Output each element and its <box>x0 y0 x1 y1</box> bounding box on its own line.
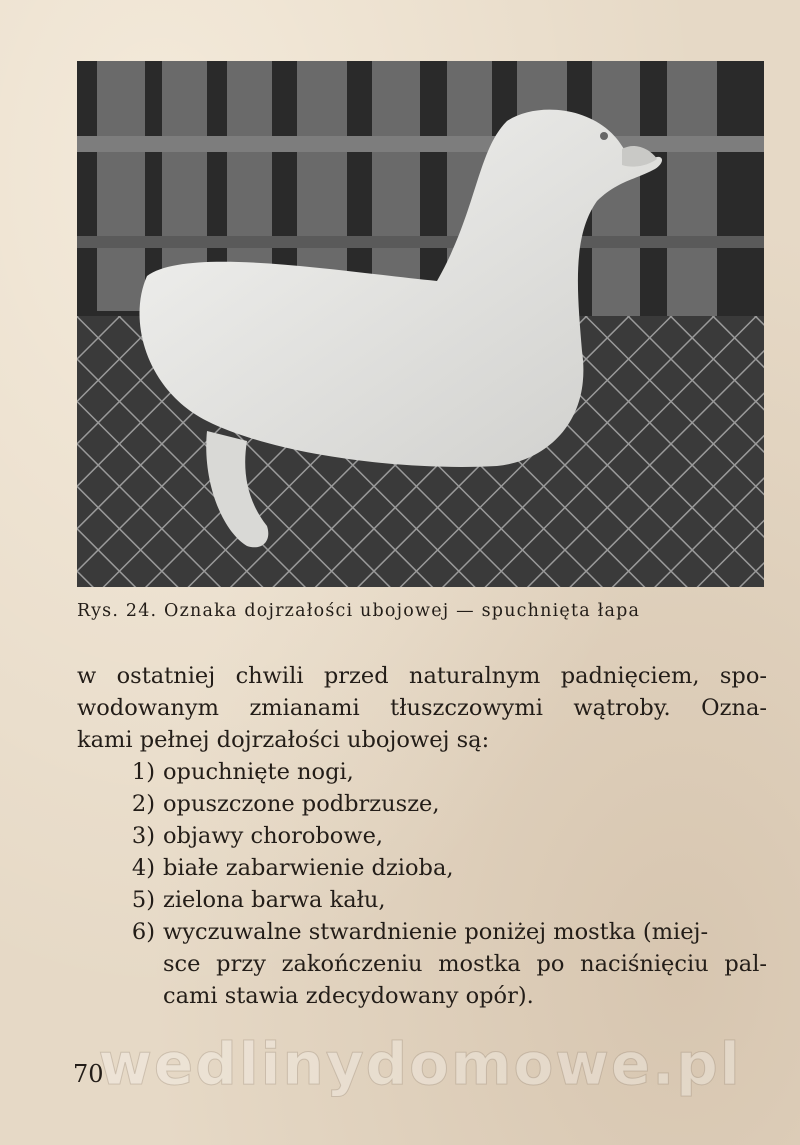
list-item-number: 5) <box>131 887 155 913</box>
page-number: 70 <box>73 1060 104 1088</box>
watermark: wedlinydomowe.pl <box>98 1030 742 1098</box>
goose-photo-illustration <box>77 61 764 587</box>
list-item-text: objawy chorobowe, <box>163 823 384 849</box>
paragraph-line: w ostatniej chwili przed naturalnym padnięciem, spo- <box>77 663 767 689</box>
list-item-number: 6) <box>131 919 155 945</box>
list-item-text: opuszczone podbrzusze, <box>163 791 440 817</box>
list-item-continuation: sce przy zakończeniu mostka po naciśnięciu pal- <box>163 951 767 977</box>
list-item-continuation: cami stawia zdecydowany opór). <box>163 983 534 1009</box>
list-item <box>77 852 767 884</box>
list-item-number: 4) <box>131 855 155 881</box>
list-item-text: zielona barwa kału, <box>163 887 386 913</box>
paragraph-line: kami pełnej dojrzałości ubojowej są: <box>77 727 490 753</box>
list-item-number: 2) <box>131 791 155 817</box>
list-item <box>77 916 767 948</box>
list-item-number: 3) <box>131 823 155 849</box>
list-item-text: wyczuwalne stwardnienie poniżej mostka (miej- <box>163 919 709 945</box>
list-item <box>77 756 767 788</box>
list-item-number: 1) <box>131 759 155 785</box>
paragraph-line: wodowanym zmianami tłuszczowymi wątroby. Ozna- <box>77 695 767 721</box>
list-item-text: opuchnięte nogi, <box>163 759 354 785</box>
list-item-text: białe zabarwienie dzioba, <box>163 855 454 881</box>
body-text <box>77 660 767 1012</box>
list-item <box>77 788 767 820</box>
list-item <box>77 820 767 852</box>
figure-caption: Rys. 24. Oznaka dojrzałości ubojowej — spuchnięta łapa <box>77 601 641 621</box>
goose-photo <box>77 61 764 587</box>
list-item <box>77 884 767 916</box>
